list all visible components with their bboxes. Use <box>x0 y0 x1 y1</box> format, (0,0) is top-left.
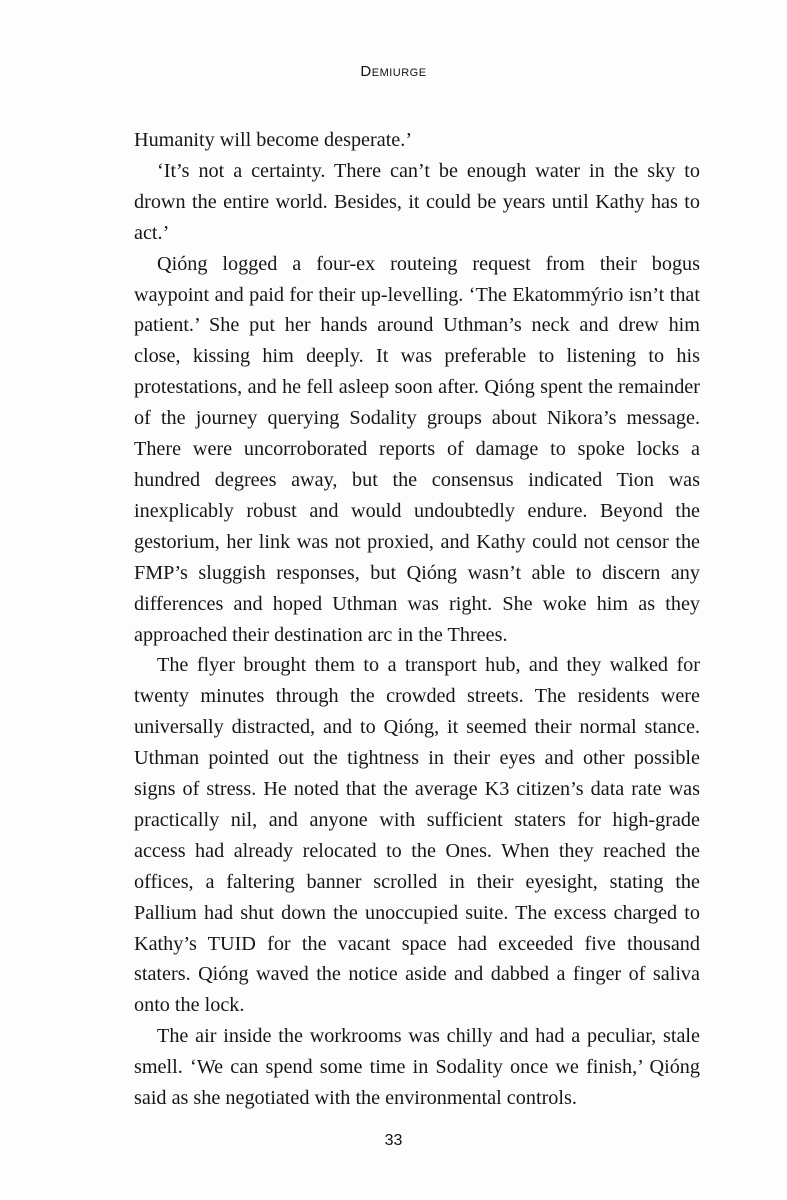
paragraph: Humanity will become desperate.’ <box>134 129 413 151</box>
page-number: 33 <box>384 1132 403 1149</box>
body-text <box>134 125 700 1114</box>
paragraph: Qióng logged a four-ex routeing request from their bogus waypoint and paid for their up-levelling. ‘The Ekatommýrio isn’t that patient.’ She put her hands around Uthman’s neck and drew him close, kissing him deeply. It was preferable to listening to his protestations, and he fell asleep soon after. Qióng spent the remainder of the journey querying Sodality groups about Nikora’s message. There were uncorroborated reports of damage to spoke locks a hundred degrees away, but the consensus indicated Tion was inexplicably robust and would undoubtedly endure. Beyond the gestorium, her link was not proxied, and Kathy could not censor the FMP’s sluggish responses, but Qióng wasn’t able to discern any differences and hoped Uthman was right. She woke him as they approached their destination arc in the Threes. <box>134 252 700 646</box>
paragraph: ‘It’s not a certainty. There can’t be enough water in the sky to drown the entire world. Besides, it could be years until Kathy has to act.’ <box>134 159 700 244</box>
paragraph: The air inside the workrooms was chilly and had a peculiar, stale smell. ‘We can spend some time in Sodality once we finish,’ Qióng said as she negotiated with the environmental controls. <box>134 1025 700 1110</box>
paragraph: The flyer brought them to a transport hub, and they walked for twenty minutes through the crowded streets. The residents were universally distracted, and to Qióng, it seemed their normal stance. Uthman pointed out the tightness in their eyes and other possible signs of stress. He noted that the average K3 citizen’s data rate was practically nil, and anyone with sufficient staters for high-grade access had already relocated to the Ones. When they reached the offices, a faltering banner scrolled in their eyesight, stating the Pallium had shut down the unoccupied suite. The excess charged to Kathy’s TUID for the vacant space had exceeded five thousand staters. Qióng waved the notice aside and dabbed a finger of saliva onto the lock. <box>134 654 700 1017</box>
running-head: Demiurge <box>360 63 427 80</box>
